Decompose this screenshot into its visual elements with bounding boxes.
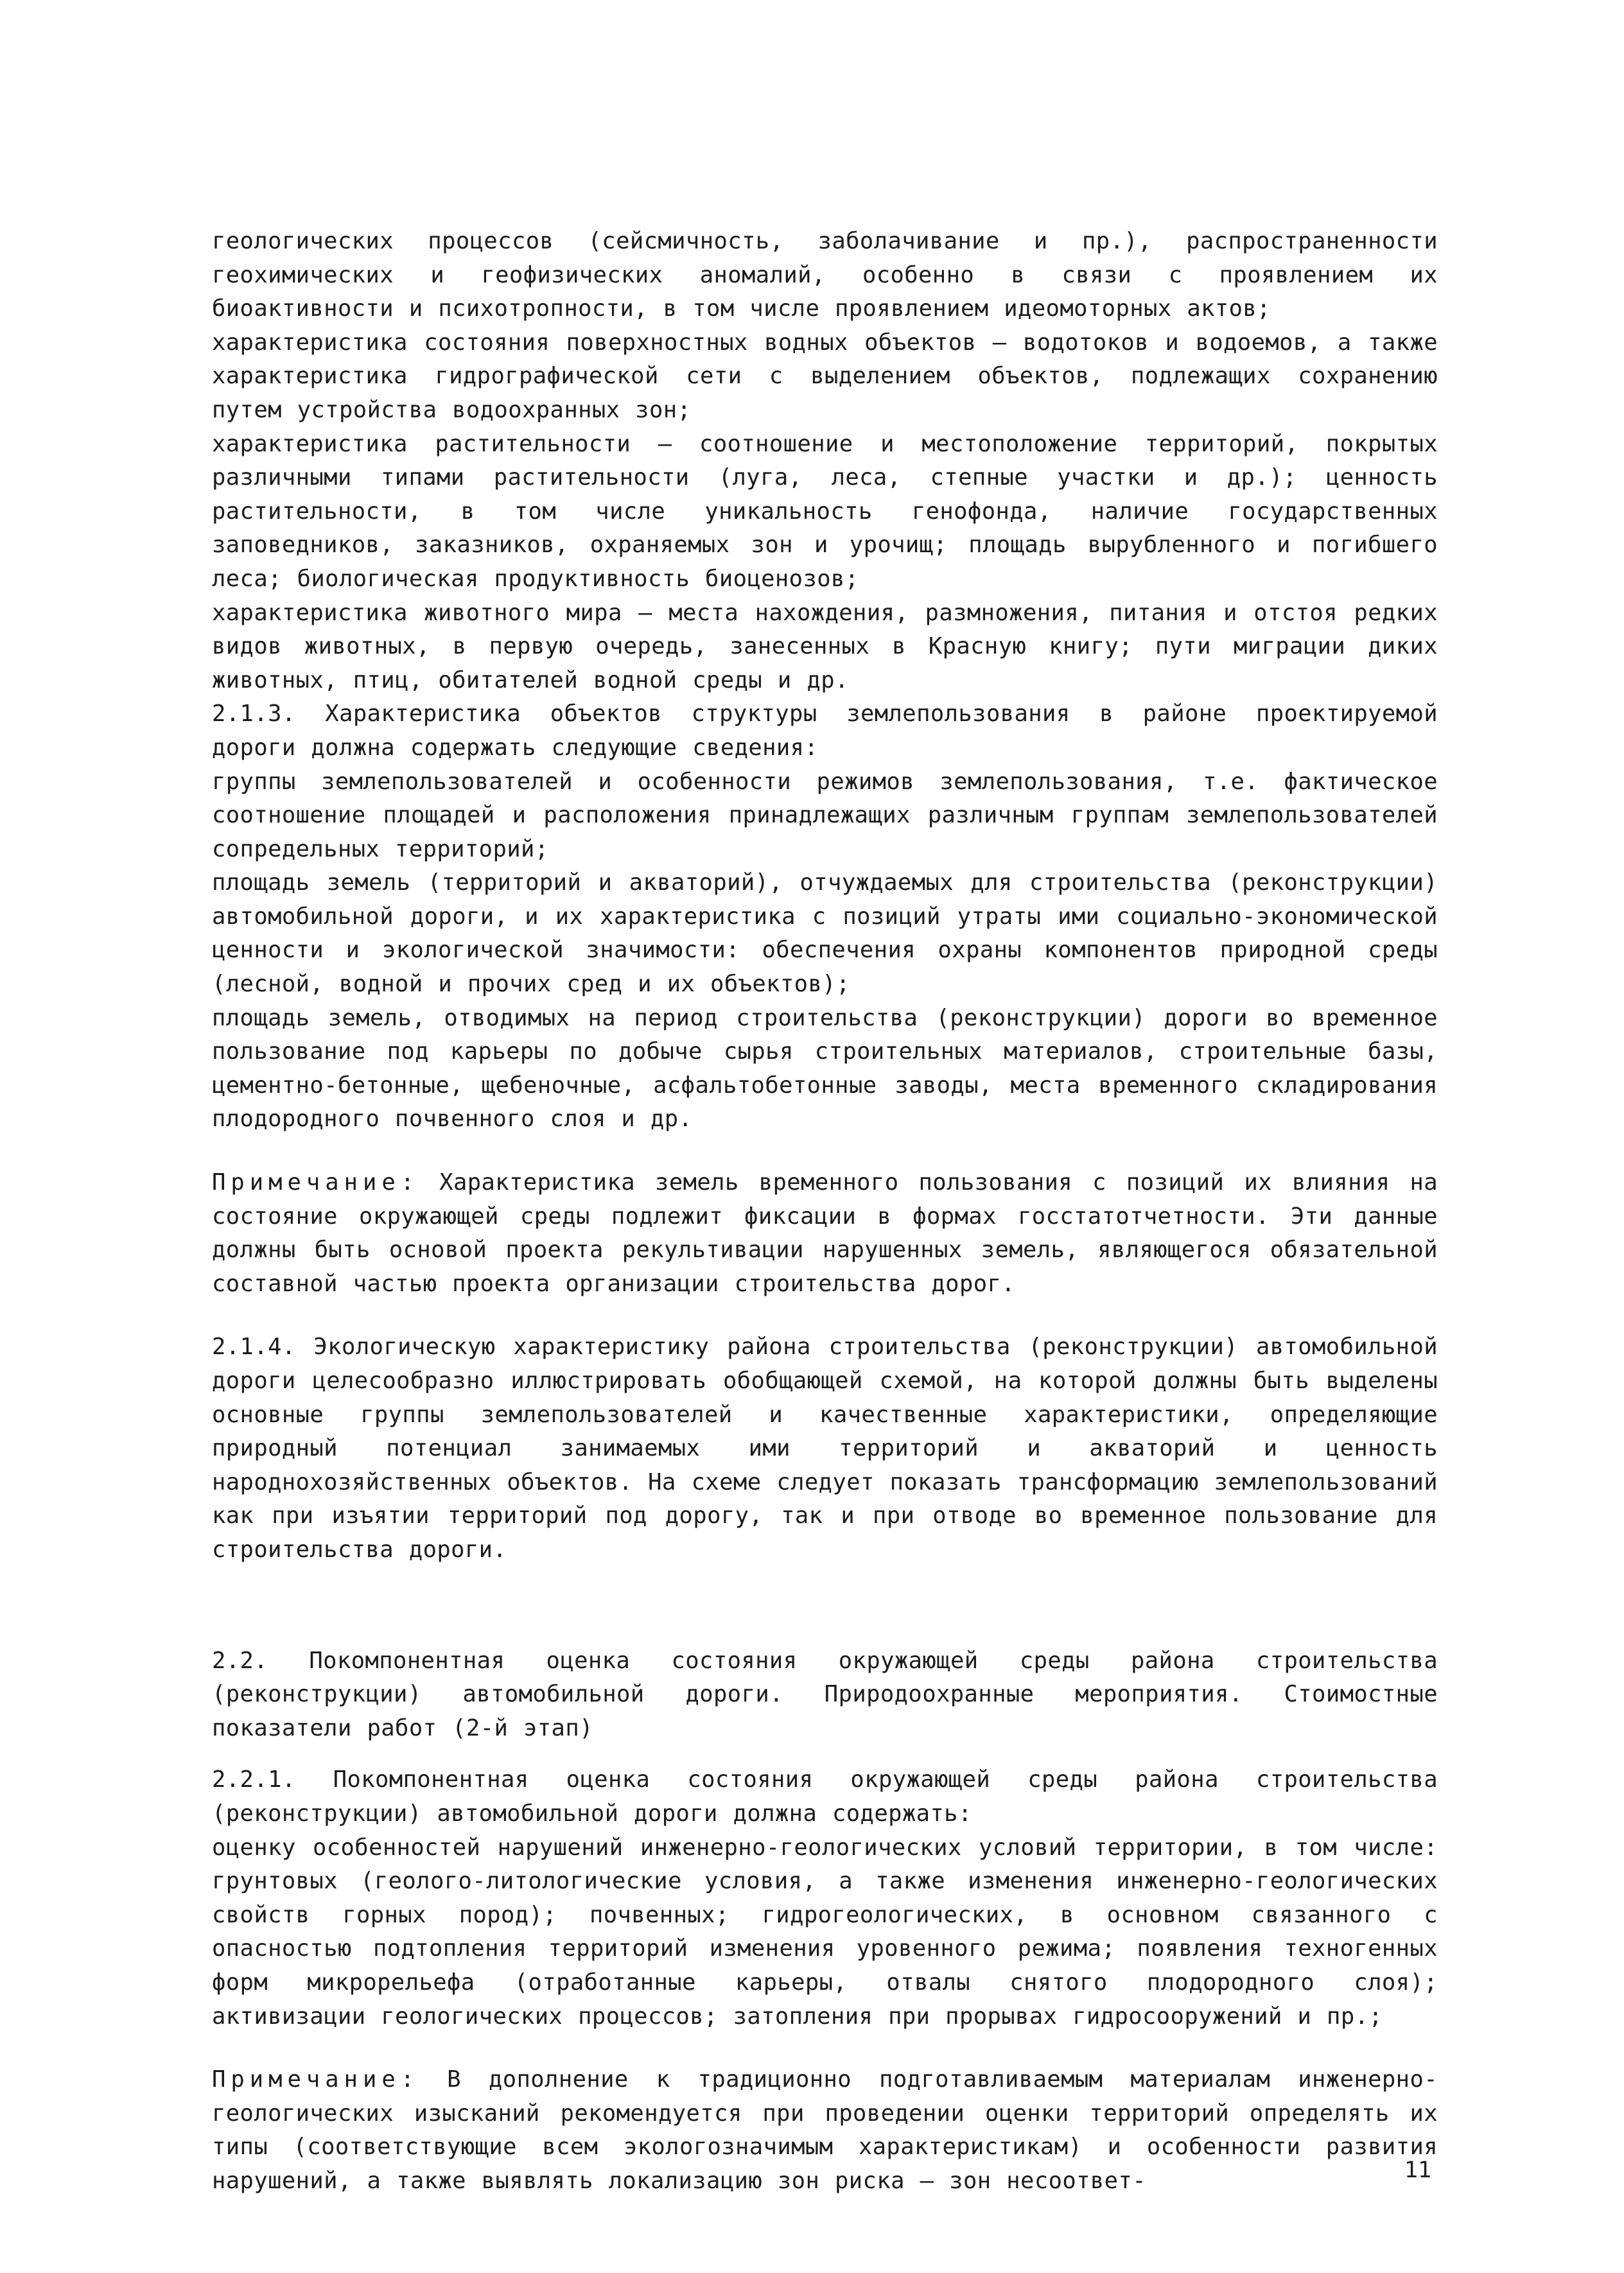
paragraph-2-1-3: 2.1.3. Характеристика объектов структуры землепользования в районе проектируемой дороги должна содержать следующие сведения: bbox=[212, 701, 1438, 761]
note-text: Характеристика земель временного пользования с позиций их влияния на состояние окружающей среды подлежит фиксации в формах госстатотчетности. Эти данные должны быть основой проекта рекультивации нарушенных земель, являющегося обязательной составной частью проекта организации строительства дорог. bbox=[212, 1169, 1438, 1297]
paragraph-land-user-groups: группы землепользователей и особенности режимов землепользования, т.е. фактическое соотношение площадей и расположения принадлежащих различным группам землепользователей сопредельных территорий; bbox=[212, 768, 1438, 862]
note-temporary-land bbox=[212, 1166, 1438, 1301]
paragraph-surface-water: характеристика состояния поверхностных водных объектов – водотоков и водоемов, а также характеристика гидрографической сети с выделением объектов, подлежащих сохранению путем устройства водоохранных зон; bbox=[212, 329, 1438, 423]
paragraph-land-alienation: площадь земель (территорий и акваторий), отчуждаемых для строительства (реконструкции) автомобильной дороги, и их характеристика с позиций утраты ими социально-экономической ценности и экологической значимости: обеспечения охраны компонентов природной среды (лесной, водной и прочих сред и их объектов); bbox=[212, 869, 1438, 998]
paragraph-geological-processes: геологических процессов (сейсмичность, заболачивание и пр.), распространенности геохимических и геофизических аномалий, особенно в связи с проявлением их биоактивности и психотропности, в том числе проявлением идеомоторных актов; bbox=[212, 228, 1438, 322]
paragraph-2-1-4: 2.1.4. Экологическую характеристику района строительства (реконструкции) автомобильной дороги целесообразно иллюстрировать обобщающей схемой, на которой должны быть выделены основные группы землепользователей и качественные характеристики, определяющие природный потенциал занимаемых ими территорий и акваторий и ценность народнохозяйственных объектов. На схеме следует показать трансформацию землепользований как при изъятии территорий под дорогу, так и при отводе во временное пользование для строительства дороги. bbox=[212, 1334, 1438, 1563]
note-label: Примечание: bbox=[212, 2066, 420, 2093]
paragraph-fauna: характеристика животного мира – места нахождения, размножения, питания и отстоя редких видов животных, в первую очередь, занесенных в Красную книгу; пути миграции диких животных, птиц, обитателей водной среды и др. bbox=[212, 599, 1438, 693]
note-text: В дополнение к традиционно подготавливаемым материалам инженерно-геологических изысканий рекомендуется при проведении оценки территорий определять их типы (соответствующие всем экологозначимым характеристикам) и особенности развития нарушений, а также выявлять локализацию зон риска – зон несоответ- bbox=[212, 2066, 1438, 2194]
paragraph-2-2-1: 2.2.1. Покомпонентная оценка состояния окружающей среды района строительства (реконструкции) автомобильной дороги должна содержать: bbox=[212, 1766, 1438, 1827]
section-heading-2-2: 2.2. Покомпонентная оценка состояния окружающей среды района строительства (реконструкции) автомобильной дороги. Природоохранные мероприятия. Стоимостные показатели работ (2-й этап) bbox=[212, 1647, 1438, 1741]
paragraph-temporary-land-use: площадь земель, отводимых на период строительства (реконструкции) дороги во временное пользование под карьеры по добыче сырья строительных материалов, строительные базы, цементно-бетонные, щебеночные, асфальтобетонные заводы, места временного складирования плодородного почвенного слоя и др. bbox=[212, 1004, 1438, 1133]
paragraph-vegetation: характеристика растительности – соотношение и местоположение территорий, покрытых различными типами растительности (луга, леса, степные участки и др.); ценность растительности, в том числе уникальность генофонда, наличие государственных заповедников, заказников, охраняемых зон и урочищ; площадь вырубленного и погибшего леса; биологическая продуктивность биоценозов; bbox=[212, 430, 1438, 592]
section-gap bbox=[212, 1567, 1438, 1644]
page-number: 11 bbox=[1404, 2157, 1431, 2183]
paragraph-engineering-geology: оценку особенностей нарушений инженерно-геологических условий территории, в том числе: грунтовых (геолого-литологические условия, а также изменения инженерно-геологических свойств горных пород); почвенных; гидрогеологических, в основном связанного с опасностью подтопления территорий изменения уровенного режима; появления техногенных форм микрорельефа (отработанные карьеры, отвалы снятого плодородного слоя); активизации геологических процессов; затопления при прорывах гидросооружений и пр.; bbox=[212, 1834, 1438, 2030]
section-gap bbox=[212, 1745, 1438, 1763]
note-label: Примечание: bbox=[212, 1169, 420, 1196]
note-engineering-surveys bbox=[212, 2063, 1438, 2198]
